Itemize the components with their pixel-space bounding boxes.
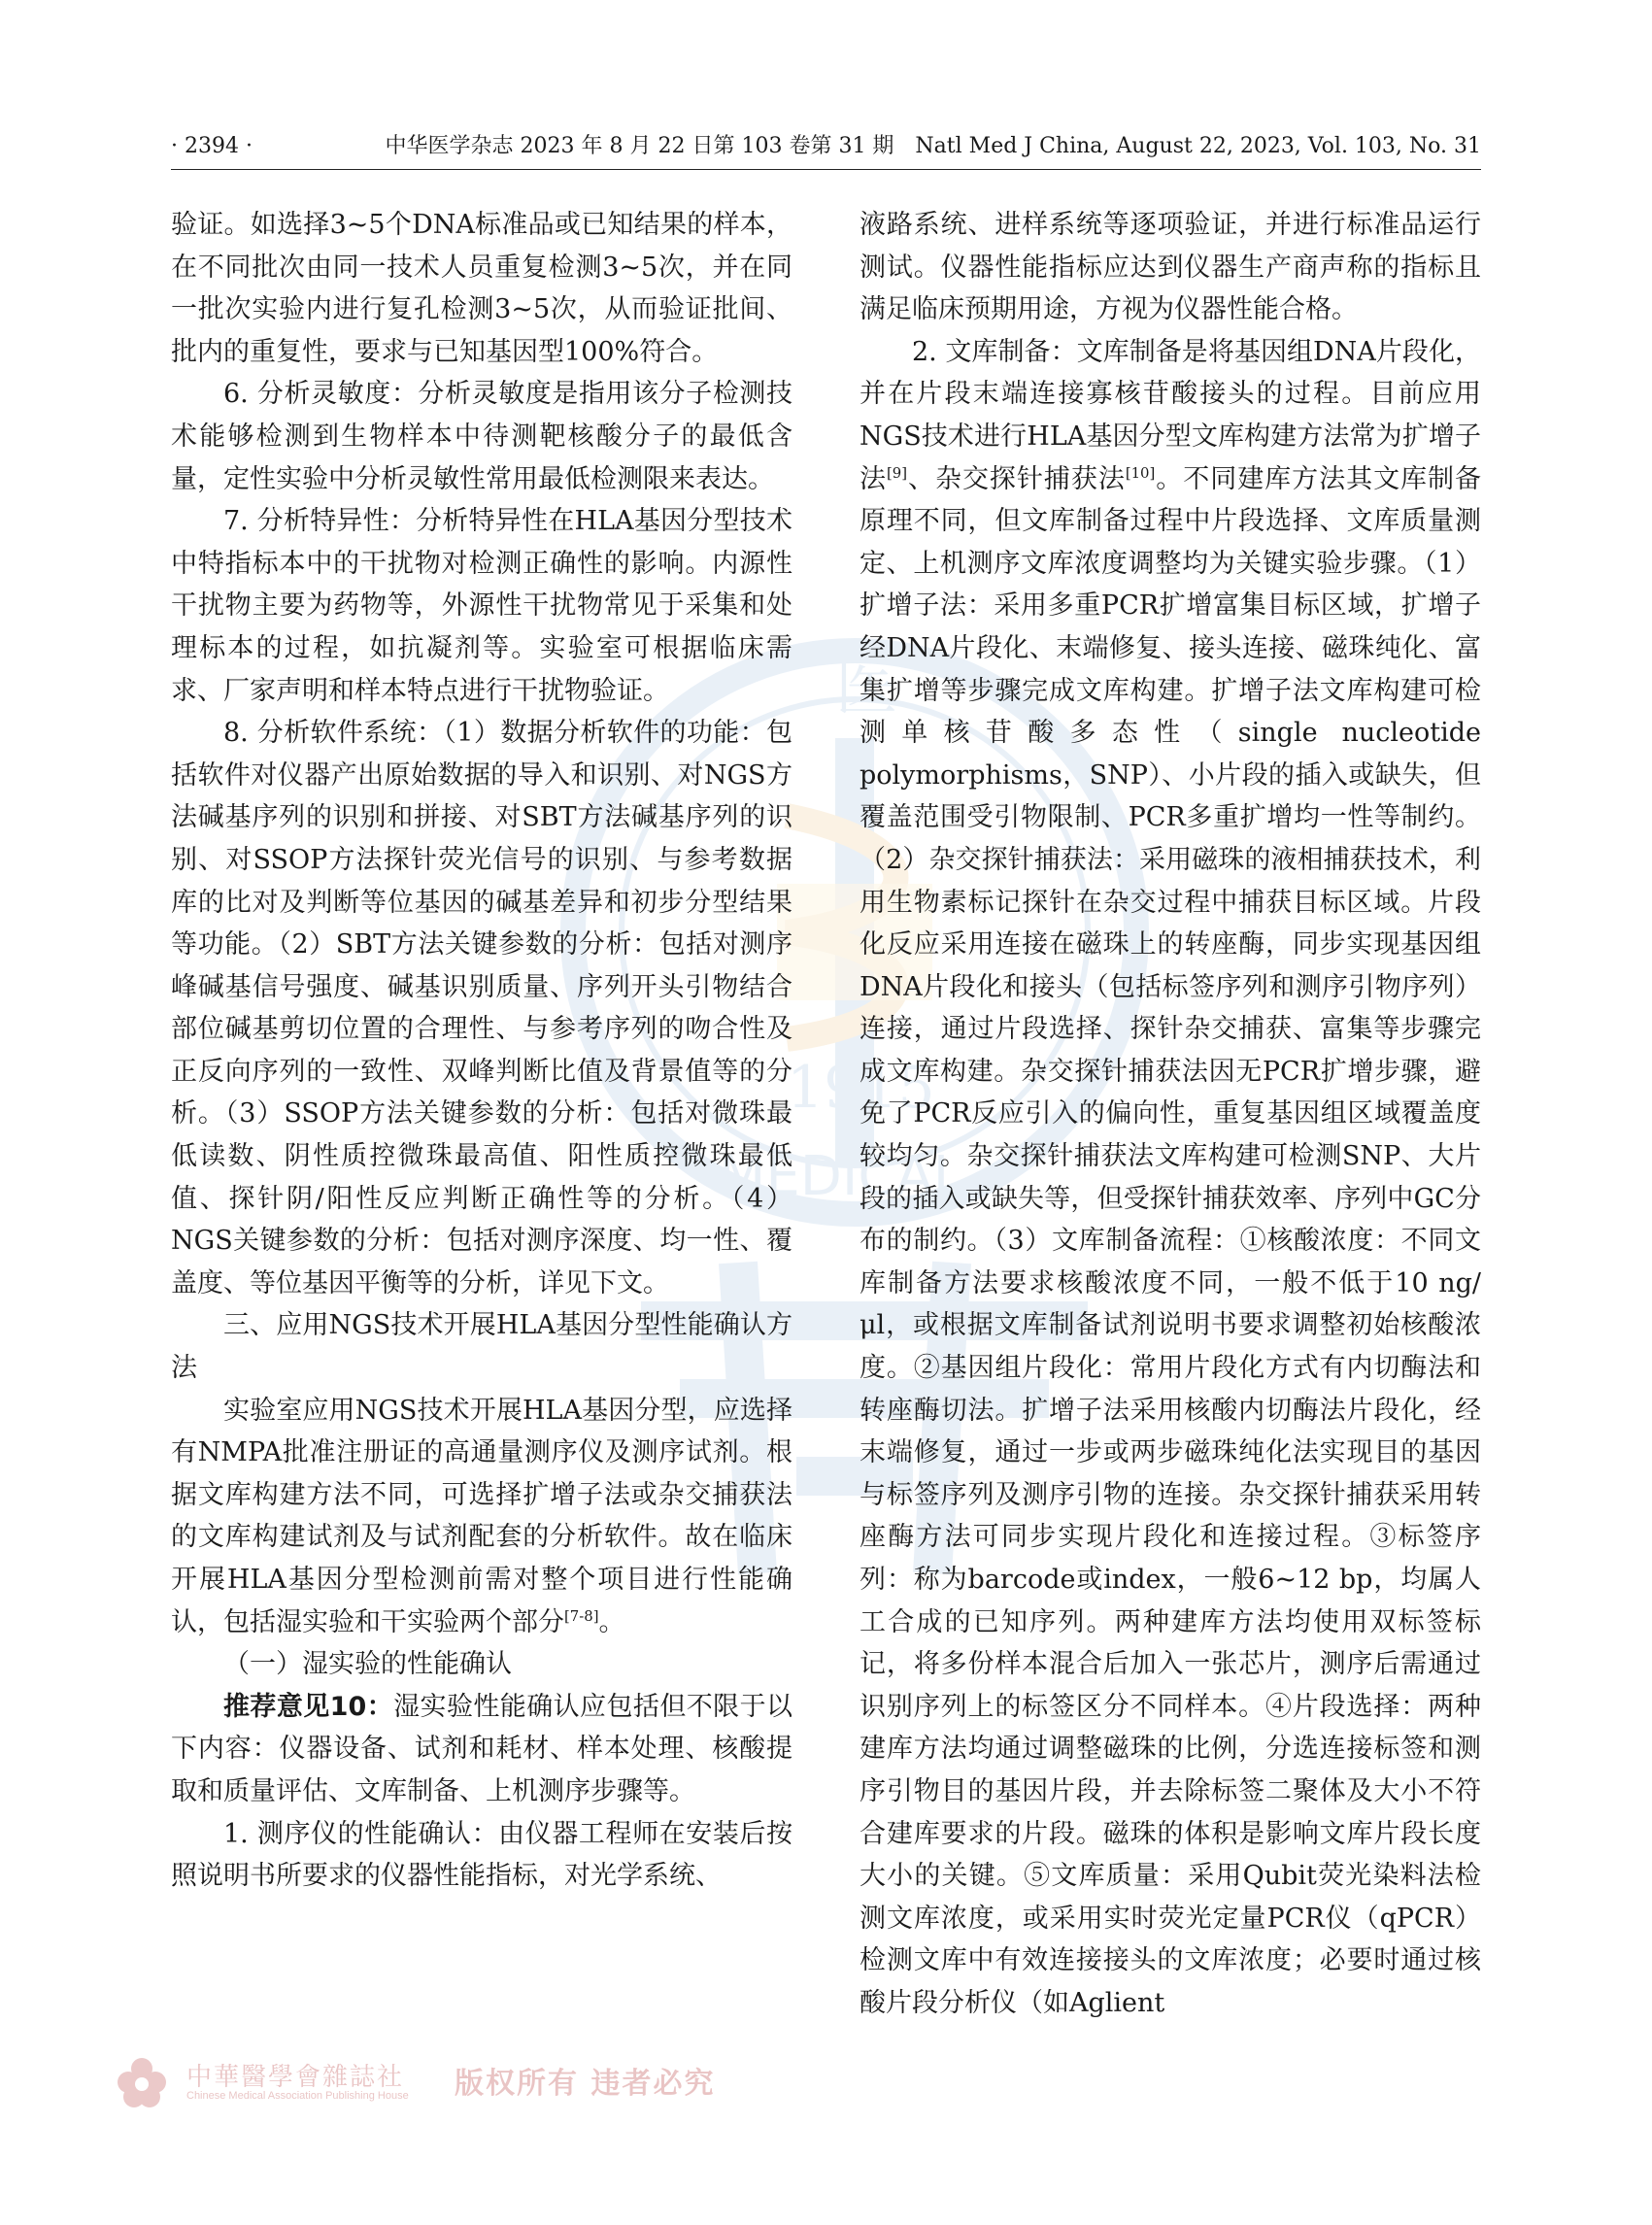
paragraph-text: 、杂交探针捕获法 (907, 463, 1126, 494)
publisher-name-en: Chinese Medical Association Publishing House (186, 2090, 409, 2102)
recommendation-label: 推荐意见10： (223, 1691, 394, 1722)
watermark-seal-char: 医 (835, 653, 897, 725)
recommendation-text: 湿实验性能确认应包括但不限于以下内容：仪器设备、试剂和耗材、样本处理、核酸提取和质量评估、文库制备、上机测序步骤等。 (171, 1691, 793, 1806)
paragraph-text: 2. 文库制备：文库制备是将基因组DNA片段化，并在片段末端连接寡核苷酸接头的过程。目前应用NGS技术进行HLA基因分型文库构建方法常为扩增子法 (860, 336, 1481, 494)
paragraph-end: 。 (598, 1606, 625, 1637)
page-number: · 2394 · (171, 134, 253, 158)
publisher-watermark (115, 2053, 853, 2111)
paragraph: 8. 分析软件系统：（1）数据分析软件的功能：包括软件对仪器产出原始数据的导入和识别、对NGS方法碱基序列的识别和拼接、对SBT方法碱基序列的识别、对SSOP方法探针荧光信号的识别、与参考数据库的比对及判断等位基因的碱基差异和初步分型结果等功能。（2）SBT方法关键参数的分析：包括对测序峰碱基信号强度、碱基识别质量、序列开头引物结合部位碱基剪切位置的合理性、与参考序列的吻合性及正反向序列的一致性、双峰判断比值及背景值等的分析。（3）SSOP方法关键参数的分析：包括对微珠最低读数、阴性质控微珠最高值、阳性质控微珠最低值、探针阴/阳性反应判断正确性等的分析。（4）NGS关键参数的分析：包括对测序深度、均一性、覆盖度、等位基因平衡等的分析，详见下文。 (171, 718, 792, 1298)
watermark-year: 1915 (787, 1054, 935, 1122)
flower-logo-icon (115, 2055, 169, 2109)
right-column (860, 204, 1481, 2025)
subsection-heading: （一）湿实验的性能确认 (223, 1649, 512, 1680)
citation-ref[interactable]: [7-8] (564, 1606, 599, 1625)
section-heading: 三、应用NGS技术开展HLA基因分型性能确认方法 (171, 1310, 792, 1384)
copyright-notice: 版权所有 违者必究 (455, 2067, 716, 2101)
paragraph (860, 331, 1481, 2025)
paragraph-text: 实验室应用NGS技术开展HLA基因分型，应选择有NMPA批准注册证的高通量测序仪及测序试剂。根据文库构建方法不同，可选择扩增子法或杂交捕获法的文库构建试剂及与试剂配套的分析软件。故在临床开展HLA基因分型检测前需对整个项目进行性能确认，包括湿实验和干实验两个部分 (171, 1395, 792, 1637)
watermark-arc-text: MEDICAL (719, 1145, 963, 1208)
page-header (171, 124, 1481, 170)
paragraph (171, 1390, 792, 1644)
publisher-name: 中華醫學會雜誌社 (186, 2063, 405, 2092)
paragraph: 6. 分析灵敏度：分析灵敏度是指用该分子检测技术能够检测到生物样本中待测靶核酸分子的最低含量，定性实验中分析灵敏性常用最低检测限来表达。 (171, 379, 792, 494)
citation-ref[interactable]: [9] (886, 463, 908, 482)
paragraph: 7. 分析特异性：分析特异性在HLA基因分型技术中特指标本中的干扰物对检测正确性的影响。内源性干扰物主要为药物等，外源性干扰物常见于采集和处理标本的过程，如抗凝剂等。实验室可根据临床需求、厂家声明和样本特点进行干扰物验证。 (171, 506, 792, 706)
journal-citation: 中华医学杂志 2023 年 8 月 22 日第 103 卷第 31 期 Natl Med J China, August 22, 2023, Vol. 103, No. 31 (385, 134, 1481, 158)
paragraph-text: 。不同建库方法其文库制备原理不同，但文库制备过程中片段选择、文库质量测定、上机测序文库浓度调整均为关键实验步骤。（1）扩增子法：采用多重PCR扩增富集目标区域，扩增子经DNA片段化、末端修复、接头连接、磁珠纯化、富集扩增等步骤完成文库构建。扩增子法文库构建可检测单核苷酸多态性（single nucleotide polymorphisms，SNP）、小片段的插入或缺失，但覆盖范围受引物限制、PCR多重扩增均一性等制约。（2）杂交探针捕获法：采用磁珠的液相捕获技术，利用生物素标记探针在杂交过程中捕获目标区域。片段化反应采用连接在磁珠上的转座酶，同步实现基因组DNA片段化和接头（包括标签序列和测序引物序列）连接，通过片段选择、探针杂交捕获、富集等步骤完成文库构建。杂交探针捕获法因无PCR扩增步骤，避免了PCR反应引入的偏向性，重复基因组区域覆盖度较均匀。杂交探针捕获法文库构建可检测SNP、大片段的插入或缺失等，但受探针捕获效率、序列中GC分布的制约。（3）文库制备流程：①核酸浓度：不同文库制备方法要求核酸浓度不同，一般不低于10 ng/μl，或根据文库制备试剂说明书要求调整初始核酸浓度。②基因组片段化：常用片段化方式有内切酶法和转座酶切法。扩增子法采用核酸内切酶法片段化，经末端修复，通过一步或两步磁珠纯化法实现目的基因与标签序列及测序引物的连接。杂交探针捕获采用转座酶方法可同步实现片段化和连接过程。③标签序列：称为barcode或index，一般6~12 bp，均属人工合成的已知序列。两种建库方法均使用双标签标记，将多份样本混合后加入一张芯片，测序后需通过识别序列上的标签区分不同样本。④片段选择：两种建库方法均通过调整磁珠的比例，分选连接标签和测序引物目的基因片段，并去除标签二聚体及大小不符合建库要求的片段。磁珠的体积是影响文库片段长度大小的关键。⑤文库质量：采用Qubit荧光染料法检测文库浓度，或采用实时荧光定量PCR仪（qPCR）检测文库中有效连接接头的文库浓度；必要时通过核酸片段分析仪（如Aglient (860, 463, 1482, 2018)
paragraph: 液路系统、进样系统等逐项验证，并进行标准品运行测试。仪器性能指标应达到仪器生产商声称的指标且满足临床预期用途，方视为仪器性能合格。 (860, 210, 1481, 325)
paragraph: 验证。如选择3~5个DNA标准品或已知结果的样本，在不同批次由同一技术人员重复检测3~5次，并在同一批次实验内进行复孔检测3~5次，从而验证批间、批内的重复性，要求与已知基因型100%符合。 (171, 210, 792, 367)
left-column (171, 204, 792, 1898)
paragraph: 1. 测序仪的性能确认：由仪器工程师在安装后按照说明书所要求的仪器性能指标，对光学系统、 (171, 1818, 792, 1892)
citation-ref[interactable]: [10] (1125, 463, 1156, 482)
recommendation (171, 1686, 792, 1813)
